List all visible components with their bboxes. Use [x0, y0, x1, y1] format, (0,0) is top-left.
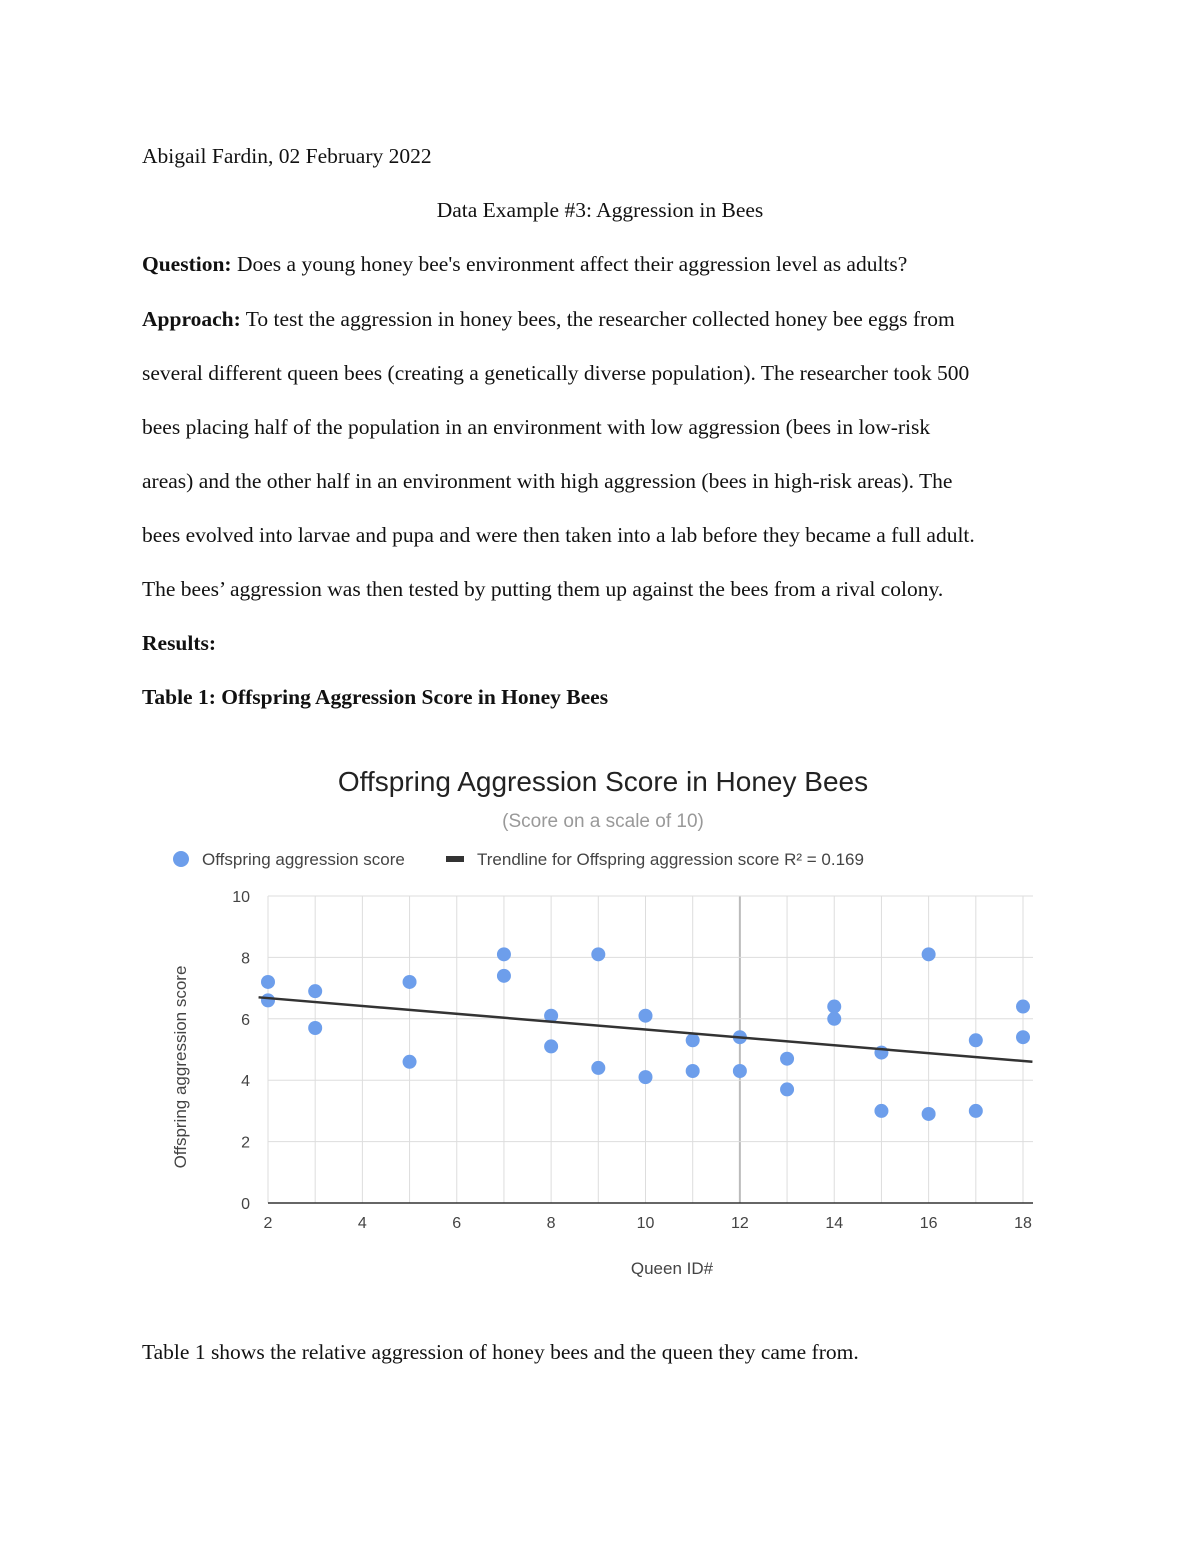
data-point	[969, 1104, 983, 1118]
data-point	[780, 1052, 794, 1066]
chart-tick-labels	[232, 889, 1032, 1232]
x-tick-label: 18	[1014, 1215, 1032, 1232]
closing-paragraph: Table 1 shows the relative aggression of honey bees and the queen they came from.	[142, 1340, 859, 1364]
approach-line-6: The bees’ aggression was then tested by putting them up against the bees from a rival colony.	[142, 577, 944, 601]
question-label: Question:	[142, 252, 232, 276]
chart-legend	[173, 850, 864, 869]
data-point	[403, 1055, 417, 1069]
data-point	[403, 975, 417, 989]
table-caption: Table 1: Offspring Aggression Score in Honey Bees	[142, 685, 609, 709]
chart-gridlines	[268, 896, 1033, 1203]
legend-label-trendline: Trendline for Offspring aggression score R² = 0.169	[477, 850, 864, 869]
data-point	[686, 1033, 700, 1047]
x-tick-label: 4	[357, 1215, 367, 1232]
data-point	[874, 1104, 888, 1118]
approach-line-3: bees placing half of the population in an environment with low aggression (bees in low-risk	[142, 415, 931, 439]
x-tick-label: 2	[263, 1215, 273, 1232]
y-tick-label: 8	[241, 950, 250, 968]
x-tick-label: 8	[546, 1215, 556, 1232]
data-point	[497, 969, 511, 983]
x-axis-label: Queen ID#	[630, 1259, 714, 1278]
y-tick-label: 2	[241, 1134, 250, 1152]
data-point	[922, 1107, 936, 1121]
y-axis-label: Offspring aggression score	[171, 965, 190, 1169]
data-point	[544, 1039, 558, 1053]
question-text: Does a young honey bee's environment affect their aggression level as adults?	[236, 252, 908, 276]
y-tick-label: 6	[241, 1011, 250, 1029]
chart-title: Offspring Aggression Score in Honey Bees	[337, 766, 869, 797]
data-point	[827, 1012, 841, 1026]
question-line	[142, 254, 907, 276]
y-tick-label: 0	[241, 1196, 250, 1213]
approach-text-1: To test the aggression in honey bees, the researcher collected honey bee eggs from	[245, 307, 955, 331]
approach-label: Approach:	[142, 307, 241, 331]
document-header: Abigail Fardin, 02 February 2022	[142, 144, 432, 168]
x-tick-label: 16	[919, 1215, 938, 1232]
results-label: Results:	[142, 631, 217, 655]
data-point	[591, 1061, 605, 1075]
approach-line-5: bees evolved into larvae and pupa and were then taken into a lab before they became a full adult.	[142, 523, 975, 547]
y-tick-label: 4	[241, 1073, 250, 1091]
scatter-chart	[140, 745, 1060, 1295]
approach-line-2: several different queen bees (creating a genetically diverse population). The researcher took 500	[142, 361, 970, 385]
data-point	[591, 947, 605, 961]
data-point	[827, 1000, 841, 1014]
data-point	[639, 1009, 653, 1023]
data-point	[639, 1070, 653, 1084]
x-tick-label: 12	[730, 1215, 749, 1232]
legend-label-scores: Offspring aggression score	[202, 850, 405, 869]
approach-line-4: areas) and the other half in an environment with high aggression (bees in high-risk areas). The	[142, 469, 953, 493]
approach-line-1	[142, 309, 955, 331]
x-tick-label: 6	[452, 1215, 462, 1232]
data-point	[969, 1033, 983, 1047]
data-point	[308, 1021, 322, 1035]
x-tick-label: 14	[825, 1215, 844, 1232]
data-point	[261, 993, 275, 1007]
data-point	[686, 1064, 700, 1078]
legend-marker-trendline	[446, 856, 464, 862]
legend-marker-scores	[173, 851, 189, 867]
y-tick-label: 10	[232, 889, 250, 906]
data-point	[1016, 1000, 1030, 1014]
data-point	[1016, 1030, 1030, 1044]
data-point	[497, 947, 511, 961]
document-title: Data Example #3: Aggression in Bees	[436, 198, 764, 222]
data-point	[261, 975, 275, 989]
chart-subtitle: (Score on a scale of 10)	[502, 811, 704, 832]
data-point	[733, 1064, 747, 1078]
data-point	[780, 1082, 794, 1096]
data-point	[308, 984, 322, 998]
data-point	[922, 947, 936, 961]
x-tick-label: 10	[636, 1215, 655, 1232]
